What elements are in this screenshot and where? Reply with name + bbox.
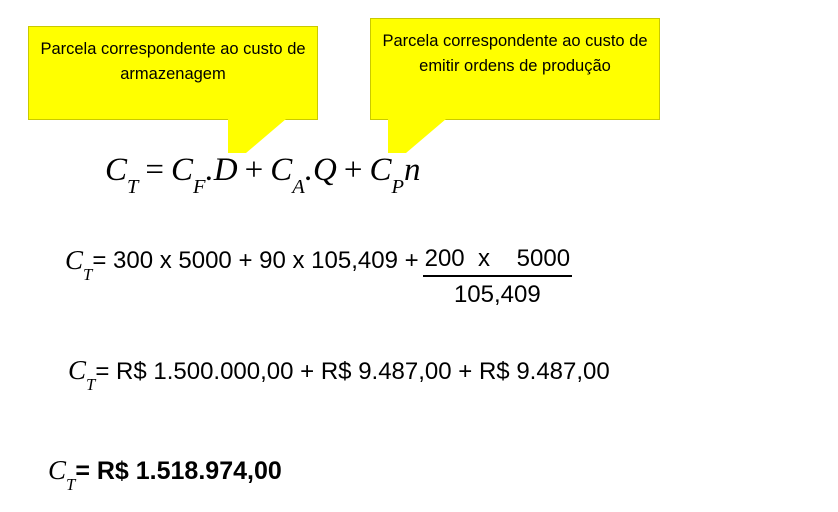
- formula-equals: =: [145, 152, 165, 188]
- callout-storage-cost: [28, 26, 318, 120]
- formula-term3-rest: n: [403, 152, 421, 188]
- reais-lhs-subscript: T: [86, 375, 96, 395]
- formula-term2-subscript: A: [292, 176, 305, 199]
- formula-numeric-substitution: [65, 245, 572, 309]
- numeric-fraction-numerator: 200 x 5000: [423, 245, 572, 277]
- formula-term1-rest: .D: [205, 152, 238, 188]
- callout-order-issue-cost-tail: [388, 119, 446, 153]
- formula-plus-2: +: [343, 152, 363, 188]
- formula-term3-subscript: P: [391, 176, 404, 199]
- total-lhs-subscript: T: [66, 475, 76, 495]
- formula-term3-variable: C: [369, 152, 392, 188]
- callout-storage-cost-tail: [228, 119, 286, 153]
- formula-term1-variable: C: [171, 152, 194, 188]
- callout-order-issue-cost-text: Parcela correspondente ao custo de emitir ordens de produção: [382, 32, 648, 75]
- numeric-terms: = 300 x 5000 + 90 x 105,409 +: [92, 247, 419, 274]
- numeric-fraction-denominator: 105,409: [453, 281, 541, 308]
- formula-reais-breakdown: [68, 355, 610, 395]
- callout-storage-cost-text: Parcela correspondente ao custo de armazenagem: [40, 40, 306, 83]
- formula-total-result: [48, 455, 282, 495]
- formula-term2-variable: C: [270, 152, 293, 188]
- formula-term2-rest: .Q: [304, 152, 337, 188]
- formula-symbolic: [105, 152, 421, 199]
- numeric-lhs-group: [65, 245, 93, 285]
- formula-plus-1: +: [244, 152, 264, 188]
- numeric-lhs-subscript: T: [83, 265, 93, 285]
- callout-order-issue-cost: [370, 18, 660, 120]
- numeric-fraction: [423, 245, 572, 309]
- total-value: = R$ 1.518.974,00: [75, 457, 282, 485]
- formula-lhs-variable: C: [105, 152, 128, 188]
- reais-values: = R$ 1.500.000,00 + R$ 9.487,00 + R$ 9.487,00: [95, 358, 610, 385]
- total-lhs-variable: C: [48, 455, 67, 485]
- numeric-lhs-variable: C: [65, 245, 84, 275]
- formula-term1-subscript: F: [193, 176, 206, 199]
- formula-lhs-subscript: T: [127, 176, 139, 199]
- reais-lhs-variable: C: [68, 355, 87, 385]
